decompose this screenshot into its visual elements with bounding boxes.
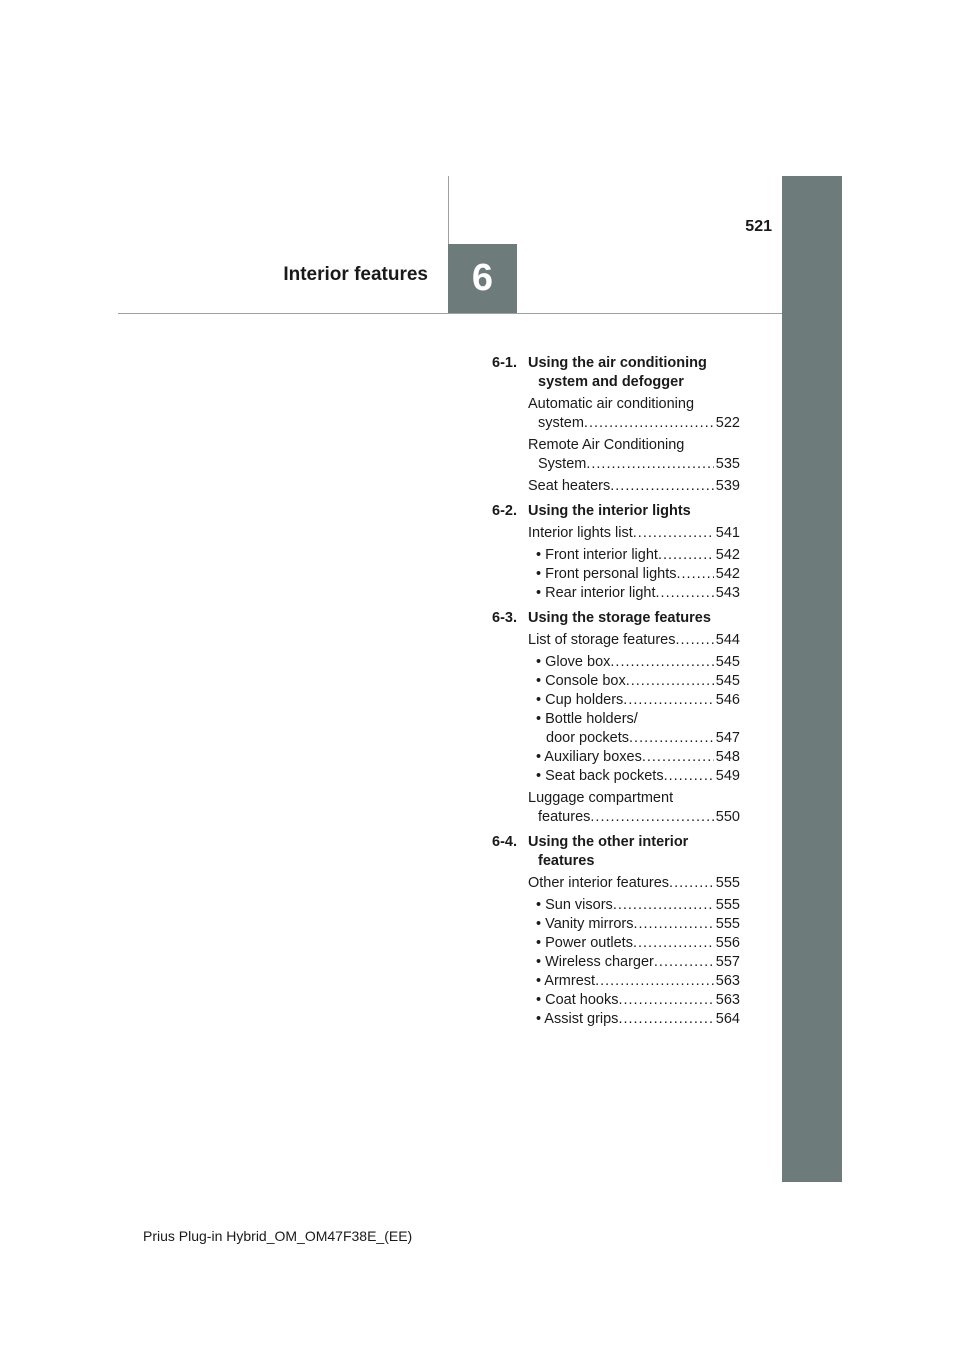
toc-subentry[interactable] bbox=[528, 546, 740, 565]
leader-dots bbox=[633, 915, 713, 934]
toc-entry-label: • Front personal lights bbox=[536, 566, 677, 582]
section-title-line: system and defogger bbox=[538, 374, 684, 390]
toc-subentry[interactable] bbox=[528, 565, 740, 584]
chapter-number-box bbox=[448, 244, 517, 313]
toc-entry-page: 555 bbox=[715, 897, 740, 913]
section-title-line: features bbox=[538, 853, 595, 869]
toc-entry-page: 545 bbox=[715, 673, 740, 689]
section-number: 6-3. bbox=[492, 610, 517, 626]
leader-dots bbox=[676, 631, 714, 650]
leader-dots bbox=[610, 477, 714, 496]
section-title[interactable]: Using the storage features bbox=[528, 610, 711, 626]
toc-entry-label: Luggage compartment bbox=[528, 790, 674, 806]
toc-entry-page: 542 bbox=[715, 547, 740, 563]
leader-dots bbox=[590, 808, 713, 827]
chapter-title: Interior features bbox=[283, 264, 428, 285]
toc-entry-page: 557 bbox=[715, 954, 740, 970]
toc-entry[interactable] bbox=[528, 524, 740, 543]
chapter-number: 6 bbox=[471, 257, 494, 299]
toc-subentry[interactable] bbox=[528, 767, 740, 786]
toc-section-6-4 bbox=[492, 833, 740, 1029]
toc-entry-page: 563 bbox=[715, 973, 740, 989]
toc-subentry[interactable] bbox=[528, 915, 740, 934]
section-number: 6-4. bbox=[492, 834, 517, 850]
toc-entry-page: 546 bbox=[715, 692, 740, 708]
toc-entry-label: • Auxiliary boxes bbox=[536, 749, 642, 765]
toc-entry-label: system bbox=[538, 415, 584, 431]
toc-subentry[interactable] bbox=[528, 934, 740, 953]
leader-dots bbox=[610, 653, 713, 672]
toc-entry-label: Other interior features bbox=[528, 875, 670, 891]
toc-section-6-3 bbox=[492, 609, 740, 827]
toc-entry-label: Seat heaters bbox=[528, 478, 611, 494]
toc-subentry[interactable] bbox=[528, 1010, 740, 1029]
leader-dots bbox=[626, 672, 714, 691]
section-title[interactable]: Using the interior lights bbox=[528, 503, 691, 519]
toc-entry-label: door pockets bbox=[546, 730, 630, 746]
leader-dots bbox=[586, 455, 713, 474]
toc-subentry[interactable] bbox=[528, 748, 740, 767]
toc-entry-label: Automatic air conditioning bbox=[528, 396, 695, 412]
toc-subentry[interactable] bbox=[528, 896, 740, 915]
toc-entry-page: 548 bbox=[715, 749, 740, 765]
section-title[interactable] bbox=[528, 833, 740, 871]
toc-section-6-2 bbox=[492, 502, 740, 603]
toc-entry-label: • Coat hooks bbox=[536, 992, 619, 1008]
document-footer: Prius Plug-in Hybrid_OM_OM47F38E_(EE) bbox=[143, 1228, 413, 1244]
toc-entry-page: 543 bbox=[715, 585, 740, 601]
section-title[interactable] bbox=[528, 354, 740, 392]
toc-entry-page: 522 bbox=[715, 415, 740, 431]
section-title-line: Using the air conditioning bbox=[528, 355, 707, 371]
toc-entry-page: 544 bbox=[715, 632, 740, 648]
leader-dots bbox=[654, 953, 714, 972]
toc-subentry[interactable] bbox=[528, 584, 740, 603]
leader-dots bbox=[633, 934, 714, 953]
toc-entry-page: 563 bbox=[715, 992, 740, 1008]
toc-entry-label: • Cup holders bbox=[536, 692, 624, 708]
leader-dots bbox=[642, 748, 714, 767]
toc-entry-page: 535 bbox=[715, 456, 740, 472]
toc-entry[interactable] bbox=[528, 874, 740, 893]
leader-dots bbox=[623, 691, 714, 710]
leader-dots bbox=[656, 584, 714, 603]
toc-entry[interactable] bbox=[528, 395, 740, 433]
chapter-side-tab bbox=[782, 176, 842, 1182]
toc-entry[interactable] bbox=[528, 477, 740, 496]
toc-subentry[interactable] bbox=[528, 972, 740, 991]
toc-entry[interactable] bbox=[528, 436, 740, 474]
section-number: 6-2. bbox=[492, 503, 517, 519]
toc-entry[interactable] bbox=[528, 631, 740, 650]
toc-entry-page: 555 bbox=[715, 875, 740, 891]
leader-dots bbox=[633, 524, 714, 543]
toc-subentry[interactable] bbox=[528, 672, 740, 691]
toc-entry-page: 556 bbox=[715, 935, 740, 951]
toc-subentry[interactable] bbox=[528, 710, 740, 748]
table-of-contents bbox=[492, 354, 740, 1035]
leader-dots bbox=[618, 1010, 713, 1029]
header-horizontal-rule bbox=[118, 313, 782, 314]
leader-dots bbox=[618, 991, 713, 1010]
toc-section-6-1 bbox=[492, 354, 740, 496]
toc-entry-label: • Vanity mirrors bbox=[536, 916, 634, 932]
toc-entry-label: • Armrest bbox=[536, 973, 596, 989]
toc-entry-page: 549 bbox=[715, 768, 740, 784]
toc-entry-label: • Glove box bbox=[536, 654, 611, 670]
header-vertical-rule bbox=[448, 176, 449, 244]
toc-entry-page: 547 bbox=[715, 730, 740, 746]
section-number: 6-1. bbox=[492, 355, 517, 371]
toc-entry-label: • Wireless charger bbox=[536, 954, 654, 970]
leader-dots bbox=[613, 896, 714, 915]
leader-dots bbox=[584, 414, 714, 433]
leader-dots bbox=[664, 767, 714, 786]
toc-entry-label: • Assist grips bbox=[536, 1011, 619, 1027]
toc-entry-page: 555 bbox=[715, 916, 740, 932]
toc-entry-page: 542 bbox=[715, 566, 740, 582]
toc-entry-page: 541 bbox=[715, 525, 740, 541]
toc-entry-label: Interior lights list bbox=[528, 525, 633, 541]
toc-entry-label: System bbox=[538, 456, 587, 472]
toc-entry-label: Remote Air Conditioning bbox=[528, 437, 685, 453]
toc-entry-page: 545 bbox=[715, 654, 740, 670]
toc-subentry[interactable] bbox=[528, 653, 740, 672]
toc-subentry[interactable] bbox=[528, 991, 740, 1010]
toc-entry-label: • Rear interior light bbox=[536, 585, 656, 601]
page-number: 521 bbox=[745, 218, 772, 235]
toc-entry-label: features bbox=[538, 809, 591, 825]
toc-subentry[interactable] bbox=[528, 691, 740, 710]
leader-dots bbox=[676, 565, 713, 584]
toc-entry-label: • Sun visors bbox=[536, 897, 613, 913]
toc-entry-page: 550 bbox=[715, 809, 740, 825]
leader-dots bbox=[595, 972, 714, 991]
toc-subentry[interactable] bbox=[528, 953, 740, 972]
toc-entry-page: 564 bbox=[715, 1011, 740, 1027]
toc-entry-label: • Front interior light bbox=[536, 547, 658, 563]
leader-dots bbox=[669, 874, 714, 893]
toc-entry-page: 539 bbox=[715, 478, 740, 494]
toc-entry-label: • Bottle holders/ bbox=[536, 711, 638, 727]
leader-dots bbox=[629, 729, 714, 748]
toc-entry-label: • Power outlets bbox=[536, 935, 633, 951]
section-title-line: Using the other interior bbox=[528, 834, 689, 850]
toc-entry-label: List of storage features bbox=[528, 632, 676, 648]
toc-entry[interactable] bbox=[528, 789, 740, 827]
toc-entry-label: • Seat back pockets bbox=[536, 768, 664, 784]
toc-entry-label: • Console box bbox=[536, 673, 626, 689]
leader-dots bbox=[658, 546, 714, 565]
